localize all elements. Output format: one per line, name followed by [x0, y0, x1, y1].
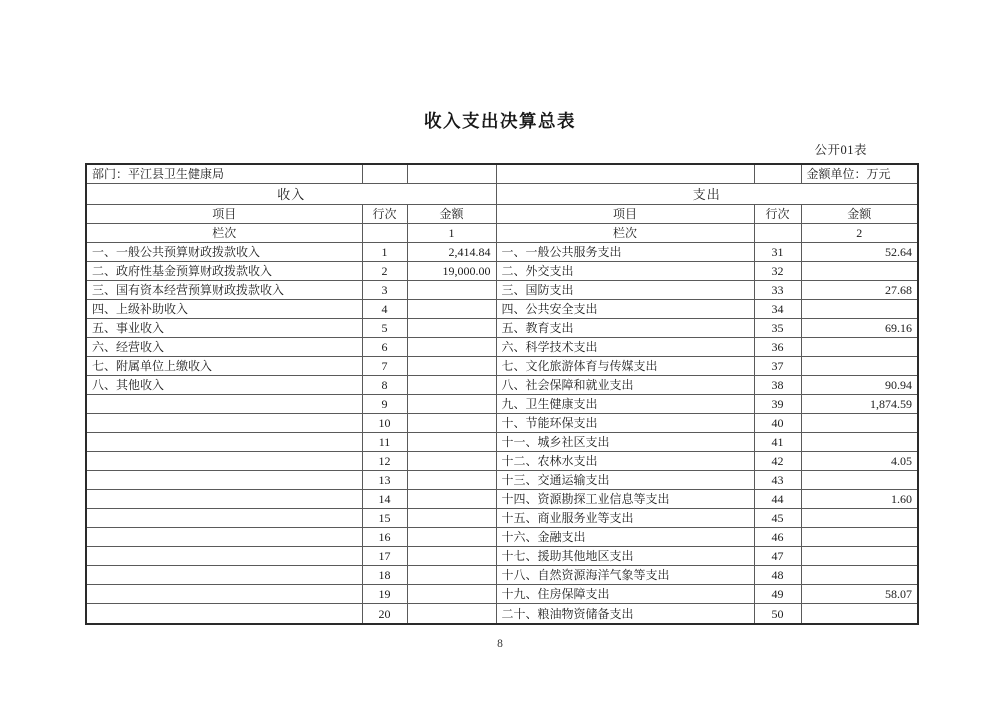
income-amount-cell — [407, 414, 496, 433]
income-amount-header: 金额 — [407, 204, 496, 223]
expense-rowno-cell: 36 — [754, 337, 801, 356]
income-amount-cell — [407, 376, 496, 395]
income-amount-cell — [407, 509, 496, 528]
income-item-cell — [86, 547, 362, 566]
table-row — [86, 471, 918, 490]
expense-item-cell: 二、外交支出 — [496, 261, 754, 280]
expense-amount-cell: 58.07 — [801, 585, 918, 604]
income-item-cell — [86, 452, 362, 471]
income-amount-cell — [407, 585, 496, 604]
expense-item-cell: 十四、资源勘探工业信息等支出 — [496, 490, 754, 509]
table-row — [86, 261, 918, 280]
expense-amount-cell: 52.64 — [801, 242, 918, 261]
table-row — [86, 357, 918, 376]
expense-rowno-cell: 33 — [754, 280, 801, 299]
income-amount-cell: 2,414.84 — [407, 242, 496, 261]
expense-amount-cell — [801, 528, 918, 547]
income-rowno-cell: 5 — [362, 318, 407, 337]
expense-amount-cell: 69.16 — [801, 318, 918, 337]
table-row — [86, 452, 918, 471]
table-row — [86, 242, 918, 261]
expense-amount-cell — [801, 357, 918, 376]
expense-rowno-cell: 38 — [754, 376, 801, 395]
expense-item-cell: 五、教育支出 — [496, 318, 754, 337]
income-rowno-cell: 10 — [362, 414, 407, 433]
expense-item-header: 项目 — [496, 204, 754, 223]
page-title: 收入支出决算总表 — [424, 111, 576, 131]
expense-rowno-cell: 31 — [754, 242, 801, 261]
expense-amount-cell — [801, 604, 918, 624]
expense-item-cell: 十三、交通运输支出 — [496, 471, 754, 490]
column-index-row — [86, 223, 918, 242]
expense-item-cell: 二十、粮油物资储备支出 — [496, 604, 754, 624]
income-item-cell — [86, 528, 362, 547]
income-rowno-cell: 18 — [362, 566, 407, 585]
table-row — [86, 433, 918, 452]
income-section-header: 收入 — [86, 184, 496, 205]
income-rowno-cell: 19 — [362, 585, 407, 604]
empty-cell — [407, 164, 496, 184]
expense-item-cell: 十九、住房保障支出 — [496, 585, 754, 604]
table-row — [86, 318, 918, 337]
income-amount-cell — [407, 280, 496, 299]
income-amount-cell — [407, 490, 496, 509]
expense-amount-cell — [801, 299, 918, 318]
expense-rowno-cell: 37 — [754, 357, 801, 376]
expense-amount-cell — [801, 509, 918, 528]
income-item-cell: 二、政府性基金预算财政拨款收入 — [86, 261, 362, 280]
expense-rowno-cell: 35 — [754, 318, 801, 337]
table-row — [86, 395, 918, 414]
expense-rowno-cell: 43 — [754, 471, 801, 490]
department-label: 部门：平江县卫生健康局 — [86, 164, 362, 184]
income-amount-cell: 19,000.00 — [407, 261, 496, 280]
income-item-cell: 七、附属单位上缴收入 — [86, 357, 362, 376]
income-rowno-cell: 13 — [362, 471, 407, 490]
income-rowno-cell: 12 — [362, 452, 407, 471]
unit-label: 金额单位：万元 — [801, 164, 918, 184]
expense-item-cell: 十一、城乡社区支出 — [496, 433, 754, 452]
table-row — [86, 547, 918, 566]
column-header-row — [86, 204, 918, 223]
empty-cell — [362, 164, 407, 184]
income-item-cell: 三、国有资本经营预算财政拨款收入 — [86, 280, 362, 299]
income-item-header: 项目 — [86, 204, 362, 223]
expense-item-cell: 十、节能环保支出 — [496, 414, 754, 433]
income-rowno-cell: 1 — [362, 242, 407, 261]
table-row — [86, 414, 918, 433]
empty-cell — [754, 223, 801, 242]
table-row — [86, 509, 918, 528]
expense-item-cell: 十六、金融支出 — [496, 528, 754, 547]
expense-amount-cell: 90.94 — [801, 376, 918, 395]
income-item-cell — [86, 585, 362, 604]
income-amount-cell — [407, 471, 496, 490]
expense-item-cell: 一、一般公共服务支出 — [496, 242, 754, 261]
expense-amount-cell — [801, 566, 918, 585]
expense-rowno-cell: 48 — [754, 566, 801, 585]
expense-amount-cell: 27.68 — [801, 280, 918, 299]
income-amount-cell — [407, 452, 496, 471]
table-row — [86, 280, 918, 299]
expense-item-cell: 七、文化旅游体育与传媒支出 — [496, 357, 754, 376]
expense-rowno-cell: 32 — [754, 261, 801, 280]
expense-amount-cell — [801, 471, 918, 490]
expense-rowno-cell: 41 — [754, 433, 801, 452]
income-expense-table — [85, 163, 919, 625]
expense-rowno-cell: 49 — [754, 585, 801, 604]
income-item-cell — [86, 490, 362, 509]
income-item-cell: 八、其他收入 — [86, 376, 362, 395]
income-rowno-cell: 15 — [362, 509, 407, 528]
empty-cell — [496, 164, 754, 184]
expense-amount-cell — [801, 414, 918, 433]
income-amount-cell — [407, 604, 496, 624]
empty-cell — [362, 223, 407, 242]
table-row — [86, 528, 918, 547]
income-item-cell — [86, 414, 362, 433]
income-item-cell — [86, 509, 362, 528]
income-rowno-cell: 3 — [362, 280, 407, 299]
expense-rowno-cell: 40 — [754, 414, 801, 433]
expense-item-cell: 三、国防支出 — [496, 280, 754, 299]
income-index-label: 栏次 — [86, 223, 362, 242]
income-rowno-cell: 16 — [362, 528, 407, 547]
income-rowno-cell: 9 — [362, 395, 407, 414]
expense-amount-cell — [801, 261, 918, 280]
expense-rowno-cell: 46 — [754, 528, 801, 547]
expense-amount-cell: 1.60 — [801, 490, 918, 509]
income-rowno-cell: 6 — [362, 337, 407, 356]
income-rowno-cell: 4 — [362, 299, 407, 318]
income-rowno-cell: 8 — [362, 376, 407, 395]
income-item-cell — [86, 433, 362, 452]
expense-amount-cell — [801, 547, 918, 566]
expense-item-cell: 十五、商业服务业等支出 — [496, 509, 754, 528]
table-row — [86, 566, 918, 585]
expense-item-cell: 九、卫生健康支出 — [496, 395, 754, 414]
income-rowno-cell: 11 — [362, 433, 407, 452]
income-amount-cell — [407, 357, 496, 376]
expense-section-header: 支出 — [496, 184, 918, 205]
table-row — [86, 299, 918, 318]
income-item-cell — [86, 471, 362, 490]
expense-rowno-cell: 44 — [754, 490, 801, 509]
table-row — [86, 585, 918, 604]
income-amount-cell — [407, 566, 496, 585]
income-amount-cell — [407, 299, 496, 318]
income-item-cell: 六、经营收入 — [86, 337, 362, 356]
income-rowno-cell: 20 — [362, 604, 407, 624]
expense-item-cell: 六、科学技术支出 — [496, 337, 754, 356]
table-row — [86, 490, 918, 509]
income-amount-cell — [407, 318, 496, 337]
table-row — [86, 376, 918, 395]
empty-cell — [754, 164, 801, 184]
income-col-index: 1 — [407, 223, 496, 242]
income-item-cell: 一、一般公共预算财政拨款收入 — [86, 242, 362, 261]
expense-item-cell: 十七、援助其他地区支出 — [496, 547, 754, 566]
section-header-row — [86, 184, 918, 205]
expense-index-label: 栏次 — [496, 223, 754, 242]
expense-item-cell: 四、公共安全支出 — [496, 299, 754, 318]
expense-col-index: 2 — [801, 223, 918, 242]
expense-item-cell: 十八、自然资源海洋气象等支出 — [496, 566, 754, 585]
income-amount-cell — [407, 395, 496, 414]
expense-rowno-cell: 47 — [754, 547, 801, 566]
income-rowno-cell: 7 — [362, 357, 407, 376]
income-rowno-header: 行次 — [362, 204, 407, 223]
expense-amount-cell: 1,874.59 — [801, 395, 918, 414]
expense-rowno-cell: 42 — [754, 452, 801, 471]
income-item-cell — [86, 566, 362, 585]
page-number: 8 — [497, 638, 503, 650]
expense-rowno-cell: 34 — [754, 299, 801, 318]
income-item-cell — [86, 395, 362, 414]
income-rowno-cell: 14 — [362, 490, 407, 509]
expense-rowno-cell: 45 — [754, 509, 801, 528]
expense-rowno-cell: 39 — [754, 395, 801, 414]
table-row — [86, 337, 918, 356]
expense-amount-header: 金额 — [801, 204, 918, 223]
expense-amount-cell — [801, 433, 918, 452]
expense-item-cell: 十二、农林水支出 — [496, 452, 754, 471]
expense-item-cell: 八、社会保障和就业支出 — [496, 376, 754, 395]
income-rowno-cell: 2 — [362, 261, 407, 280]
expense-rowno-header: 行次 — [754, 204, 801, 223]
income-rowno-cell: 17 — [362, 547, 407, 566]
expense-amount-cell — [801, 337, 918, 356]
income-amount-cell — [407, 528, 496, 547]
meta-row — [86, 164, 918, 184]
income-item-cell: 四、上级补助收入 — [86, 299, 362, 318]
expense-rowno-cell: 50 — [754, 604, 801, 624]
table-row — [86, 604, 918, 624]
table-code-label: 公开01表 — [814, 143, 867, 157]
income-amount-cell — [407, 337, 496, 356]
income-amount-cell — [407, 547, 496, 566]
income-item-cell: 五、事业收入 — [86, 318, 362, 337]
income-item-cell — [86, 604, 362, 624]
income-amount-cell — [407, 433, 496, 452]
expense-amount-cell: 4.05 — [801, 452, 918, 471]
